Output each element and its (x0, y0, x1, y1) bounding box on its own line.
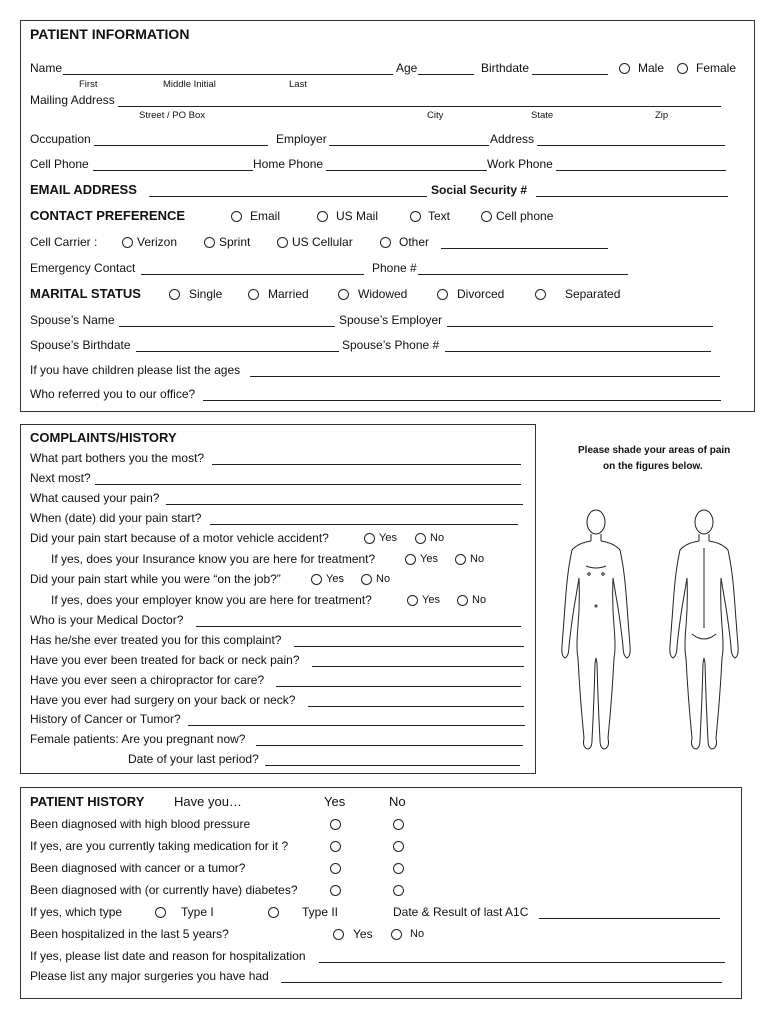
type2-radio[interactable] (268, 907, 279, 918)
hist-cancer-yes-radio[interactable] (330, 863, 341, 874)
hosp-no-radio[interactable] (391, 929, 402, 940)
spouse-phone-label: Spouse’s Phone # (342, 338, 440, 352)
q-cause-label: What caused your pain? (30, 491, 160, 505)
mva-no-label: No (430, 532, 445, 544)
marital-married-radio[interactable] (248, 289, 259, 300)
contact-cell-label: Cell phone (496, 209, 554, 223)
contact-email-label: Email (250, 209, 281, 223)
q-part-field[interactable] (212, 464, 521, 465)
q-job-label: Did your pain start while you were “on the job?” (30, 572, 281, 586)
shade-instructions-line2: on the figures below. (603, 461, 703, 472)
addr-sub-zip: Zip (655, 110, 669, 121)
contact-text-label: Text (428, 209, 451, 223)
name-field[interactable] (63, 74, 393, 75)
employer-know-yes-radio[interactable] (407, 595, 418, 606)
q-treated-label: Has he/she ever treated you for this complaint? (30, 633, 282, 647)
addr-sub-state: State (531, 110, 554, 121)
job-no-label: No (376, 573, 391, 585)
job-no-radio[interactable] (361, 574, 372, 585)
spouse-employer-field[interactable] (447, 326, 713, 327)
q-period-field[interactable] (265, 765, 520, 766)
spouse-name-label: Spouse’s Name (30, 313, 115, 327)
job-yes-label: Yes (326, 573, 344, 585)
employer-field[interactable] (329, 145, 489, 146)
marital-widowed-radio[interactable] (338, 289, 349, 300)
q-cancer-label: History of Cancer or Tumor? (30, 712, 181, 726)
patient-information-title: PATIENT INFORMATION (30, 26, 190, 42)
yes-column-header: Yes (324, 794, 346, 809)
children-ages-field[interactable] (250, 376, 720, 377)
cell-phone-label: Cell Phone (30, 157, 89, 171)
carrier-other-label: Other (399, 235, 430, 249)
a1c-field[interactable] (539, 918, 720, 919)
body-figure-back[interactable] (664, 508, 744, 756)
q-treated-field[interactable] (294, 646, 524, 647)
q-period-label: Date of your last period? (128, 752, 259, 766)
spouse-birthdate-label: Spouse’s Birthdate (30, 338, 131, 352)
hosp-reason-field[interactable] (319, 962, 725, 963)
hist-cancer-no-radio[interactable] (393, 863, 404, 874)
marital-single-radio[interactable] (169, 289, 180, 300)
contact-preference-label: CONTACT PREFERENCE (30, 208, 186, 223)
hosp-no-label: No (410, 928, 425, 940)
carrier-uscellular-label: US Cellular (292, 235, 353, 249)
home-phone-label: Home Phone (253, 157, 324, 171)
carrier-verizon-radio[interactable] (122, 237, 133, 248)
employer-know-yes-label: Yes (422, 594, 440, 606)
employer-know-no-label: No (472, 594, 487, 606)
marital-divorced-radio[interactable] (437, 289, 448, 300)
marital-status-label: MARITAL STATUS (30, 286, 141, 301)
carrier-sprint-label: Sprint (219, 235, 251, 249)
q-hosp-label: Been hospitalized in the last 5 years? (30, 927, 229, 941)
no-column-header: No (389, 794, 406, 809)
shade-instructions-line1: Please shade your areas of pain (578, 445, 731, 456)
hosp-yes-radio[interactable] (333, 929, 344, 940)
emergency-contact-label: Emergency Contact (30, 261, 136, 275)
female-radio[interactable] (677, 63, 688, 74)
contact-text-radio[interactable] (410, 211, 421, 222)
type1-radio[interactable] (155, 907, 166, 918)
birthdate-label: Birthdate (481, 61, 530, 75)
cell-carrier-label: Cell Carrier : (30, 235, 98, 249)
emergency-contact-field[interactable] (141, 274, 364, 275)
complaints-history-title: COMPLAINTS/HISTORY (30, 430, 177, 445)
occupation-label: Occupation (30, 132, 91, 146)
marital-widowed-label: Widowed (358, 287, 408, 301)
carrier-sprint-radio[interactable] (204, 237, 215, 248)
q-doctor-label: Who is your Medical Doctor? (30, 613, 184, 627)
q-back-field[interactable] (312, 666, 524, 667)
cell-phone-field[interactable] (93, 170, 253, 171)
mva-yes-radio[interactable] (364, 533, 375, 544)
q-pregnant-label: Female patients: Are you pregnant now? (30, 732, 246, 746)
q-type-label: If yes, which type (30, 905, 123, 919)
name-label: Name (30, 61, 63, 75)
marital-separated-label: Separated (565, 287, 621, 301)
email-address-label: EMAIL ADDRESS (30, 182, 137, 197)
employer-know-no-radio[interactable] (457, 595, 468, 606)
q-next-field[interactable] (95, 484, 521, 485)
male-label: Male (638, 61, 665, 75)
carrier-verizon-label: Verizon (137, 235, 178, 249)
marital-divorced-label: Divorced (457, 287, 505, 301)
insurance-yes-label: Yes (420, 553, 438, 565)
mailing-address-label: Mailing Address (30, 93, 115, 107)
q-surgery-field[interactable] (308, 706, 524, 707)
q-surgery-label: Have you ever had surgery on your back or neck? (30, 693, 296, 707)
spouse-employer-label: Spouse’s Employer (339, 313, 443, 327)
email-address-field[interactable] (149, 196, 427, 197)
q-employer-know-label: If yes, does your employer know you are here for treatment? (51, 593, 372, 607)
surgeries-field[interactable] (281, 982, 722, 983)
bp-no-radio[interactable] (393, 819, 404, 830)
name-sub-first: First (79, 79, 98, 90)
q-surgeries-label: Please list any major surgeries you have had (30, 969, 269, 983)
male-radio[interactable] (619, 63, 630, 74)
mailing-address-field[interactable] (118, 106, 721, 107)
referred-by-label: Who referred you to our office? (30, 387, 196, 401)
q-bp-label: Been diagnosed with high blood pressure (30, 817, 251, 831)
diabetes-yes-radio[interactable] (330, 885, 341, 896)
q-when-field[interactable] (210, 524, 518, 525)
q-diabetes-label: Been diagnosed with (or currently have) diabetes? (30, 883, 298, 897)
diabetes-no-radio[interactable] (393, 885, 404, 896)
spouse-phone-field[interactable] (445, 351, 711, 352)
addr-sub-street: Street / PO Box (139, 110, 205, 121)
q-back-label: Have you ever been treated for back or neck pain? (30, 653, 300, 667)
q-chiro-field[interactable] (276, 686, 521, 687)
carrier-other-radio[interactable] (380, 237, 391, 248)
age-label: Age (396, 61, 418, 75)
q-med-label: If yes, are you currently taking medication for it ? (30, 839, 289, 853)
mva-no-radio[interactable] (415, 533, 426, 544)
q-pregnant-field[interactable] (256, 745, 523, 746)
work-phone-field[interactable] (556, 170, 726, 171)
a1c-label: Date & Result of last A1C (393, 905, 529, 919)
med-no-radio[interactable] (393, 841, 404, 852)
mva-yes-label: Yes (379, 532, 397, 544)
work-phone-label: Work Phone (487, 157, 553, 171)
q-cause-field[interactable] (166, 504, 523, 505)
ssn-label: Social Security # (431, 183, 528, 197)
occupation-field[interactable] (94, 145, 268, 146)
q-hosp-reason-label: If yes, please list date and reason for hospitalization (30, 949, 306, 963)
marital-married-label: Married (268, 287, 309, 301)
employer-label: Employer (276, 132, 327, 146)
birthdate-field[interactable] (532, 74, 608, 75)
employer-address-field[interactable] (537, 145, 725, 146)
q-when-label: When (date) did your pain start? (30, 511, 202, 525)
contact-usmail-label: US Mail (336, 209, 379, 223)
home-phone-field[interactable] (326, 170, 487, 171)
contact-usmail-radio[interactable] (317, 211, 328, 222)
q-hist-cancer-label: Been diagnosed with cancer or a tumor? (30, 861, 246, 875)
age-field[interactable] (418, 74, 474, 75)
bp-yes-radio[interactable] (330, 819, 341, 830)
q-next-label: Next most? (30, 471, 91, 485)
marital-single-label: Single (189, 287, 223, 301)
q-part-label: What part bothers you the most? (30, 451, 205, 465)
body-figure-front[interactable] (556, 508, 636, 756)
q-mva-label: Did your pain start because of a motor vehicle accident? (30, 531, 329, 545)
med-yes-radio[interactable] (330, 841, 341, 852)
hosp-yes-label: Yes (353, 927, 373, 941)
children-ages-label: If you have children please list the ages (30, 363, 241, 377)
address-label: Address (490, 132, 535, 146)
insurance-no-label: No (470, 553, 485, 565)
referred-by-field[interactable] (203, 400, 721, 401)
carrier-uscellular-radio[interactable] (277, 237, 288, 248)
insurance-yes-radio[interactable] (405, 554, 416, 565)
carrier-other-field[interactable] (441, 248, 608, 249)
contact-cell-radio[interactable] (481, 211, 492, 222)
ssn-field[interactable] (536, 196, 728, 197)
q-chiro-label: Have you ever seen a chiropractor for care? (30, 673, 265, 687)
type1-label: Type I (181, 905, 214, 919)
name-sub-last: Last (289, 79, 307, 90)
emergency-phone-field[interactable] (418, 274, 628, 275)
patient-history-title: PATIENT HISTORY (30, 794, 145, 809)
female-label: Female (696, 61, 737, 75)
insurance-no-radio[interactable] (455, 554, 466, 565)
q-cancer-field[interactable] (188, 725, 525, 726)
spouse-birthdate-field[interactable] (136, 351, 339, 352)
name-sub-middle: Middle Initial (163, 79, 216, 90)
q-doctor-field[interactable] (196, 626, 521, 627)
marital-separated-radio[interactable] (535, 289, 546, 300)
have-you-label: Have you… (174, 794, 242, 809)
job-yes-radio[interactable] (311, 574, 322, 585)
emergency-phone-label: Phone # (372, 261, 417, 275)
q-insurance-label: If yes, does your Insurance know you are here for treatment? (51, 552, 376, 566)
contact-email-radio[interactable] (231, 211, 242, 222)
addr-sub-city: City (427, 110, 444, 121)
spouse-name-field[interactable] (119, 326, 335, 327)
type2-label: Type II (302, 905, 339, 919)
